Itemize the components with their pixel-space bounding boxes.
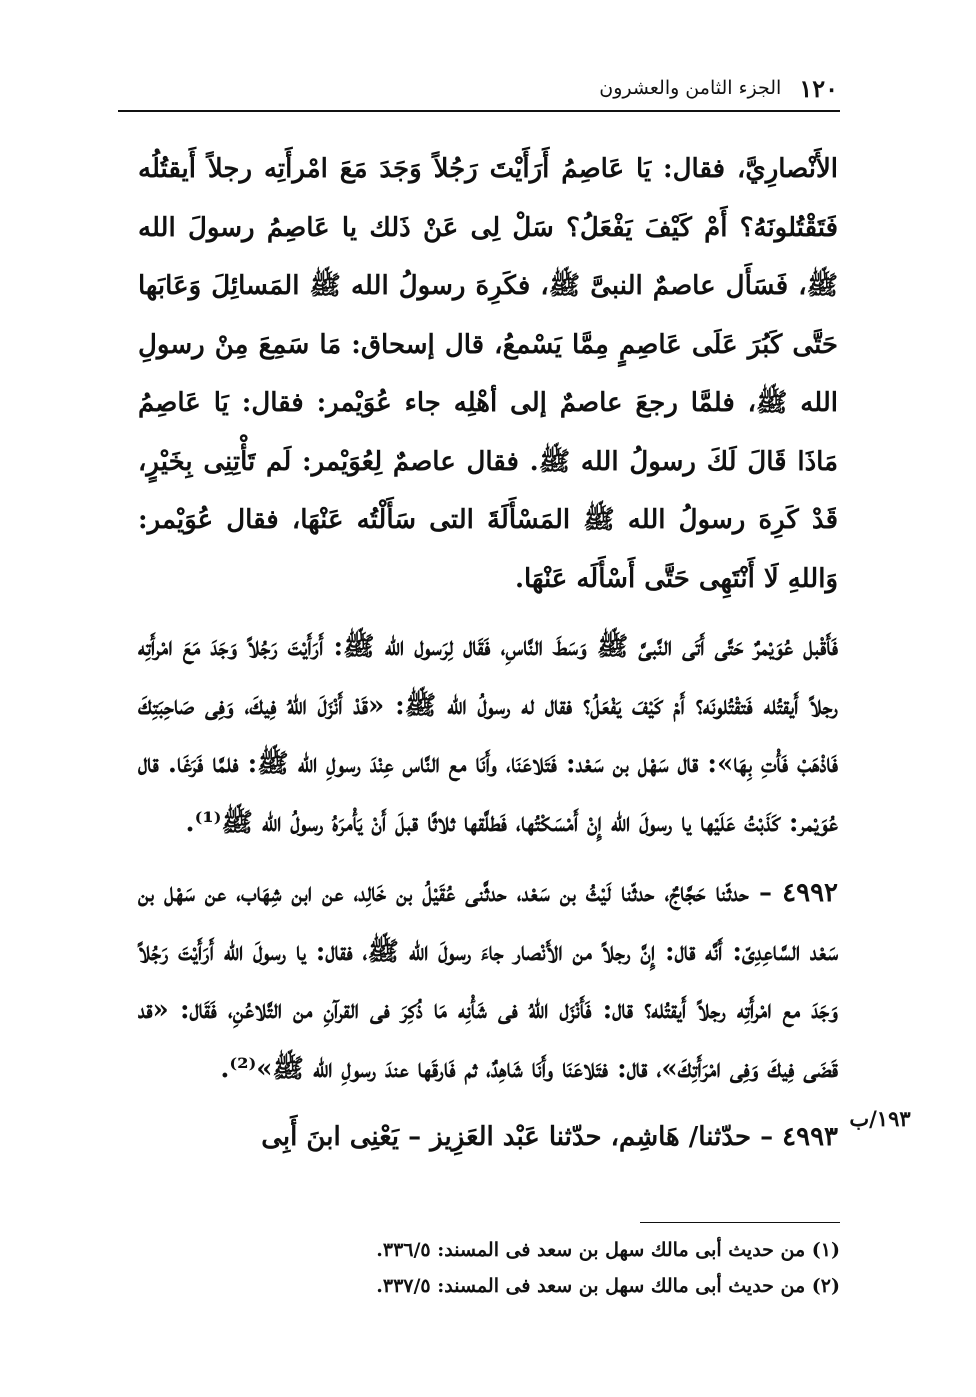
paragraph-hadith-4993: ٤٩٩٣ – حدّثنا/ هَاشِم، حدّثنا عَبْد العَزِيز – يَعْنِى ابنَ أَبِى xyxy=(261,1122,838,1152)
running-title: الجزء الثامن والعشرون xyxy=(599,77,782,99)
footnote-2: (٢) من حديث أبى مالك سهل بن سعد فى المسند: ٣٣٧/٥. xyxy=(376,1275,840,1297)
footnote-rule xyxy=(640,1222,840,1223)
page-header xyxy=(118,68,838,108)
paragraph-hadith-4992: ٤٩٩٢ – حدثّنا حَجَّاجٌ، حدثّنا لَيْثُ بن سَعْد، حدثَّنى عُقَيْلُ بن خَالِد، عن ابن شِهَاب، عن سَهْل بن سَعْد السَّاعِدِىّ: أَنَّه قال: إِنَّ رجلاً من الأَنْصار جاءَ رسولَ الله ﷺ، فقال: يا رسولَ الله أَرَأَيْتَ رَجُلاً وَجَدَ مع امْرأَتِه رجلاً أَيقتُله؟ قال: فَأَنْزَل اللهُ فى شَأْنِه مَا ذُكِرَ فى القرآنِ من التَّلاعُنِ، فَقَال: «قد قَضَى فِيكَ وَفِى امْرَأَتِكَ»، قال: فتَلاعَنَا وأَنَا شَاهِدٌ، ثم فَارقَها عندَ رسولِ الله ﷺ»⁽²⁾. xyxy=(138,878,838,1084)
manuscript-folio-note: ١٩٣/ب xyxy=(849,1106,911,1131)
footnotes xyxy=(260,1232,840,1304)
footnote-1: (١) من حديث أبى مالك سهل بن سعد فى المسند: ٣٣٦/٥. xyxy=(376,1239,840,1261)
header-rule xyxy=(118,110,840,112)
page-number: ١٢٠ xyxy=(799,73,838,103)
paragraph-hadith-continuation: الأَنْصارِيَّ، فقال: يَا عَاصِمُ أَرَأَيْتَ رَجُلاً وَجَدَ مَعَ امْرأَتِه رجلاً أَيقتُلُه فَتَقْتُلونَهُ؟ أَمْ كَيْفَ يَفْعَلُ؟ سَلْ لِى عَنْ ذَلك يا عَاصِمُ رسولَ الله ﷺ، فَسَأَل عاصمٌ النبىَّ ﷺ، فكَرِهَ رسولُ الله ﷺ المَسائِلَ وَعَابَها حَتَّى كَبُرَ عَلَى عَاصِمٍ مِمَّا يَسْمعُ، قال إسحاق: مَا سَمِعَ مِنْ رسولِ الله ﷺ، فلمَّا رجعَ عاصمٌ إلى أهْلِه جاء عُوَيْمر: فقال: يَا عَاصِمُ مَاذَا قَالَ لَكَ رسولُ الله ﷺ. فقال عاصمٌ لِعُوَيْمر: لَم تَأْتِنِى بِخَيْرٍ، قَدْ كَرِهَ رسولُ الله ﷺ المَسْأَلَةَ التى سَأَلْتُه عَنْهَا، فقال عُوَيْمر: وَاللهِ لَا أَنْتَهِى حَتَّى أَسْأَلَه عَنْهَا. xyxy=(138,154,838,594)
main-text xyxy=(138,140,838,1177)
paragraph-lian: فَأَقْبل عُوَيْمرٌ حَتَّى أَتَى النَّبىَّ ﷺ وَسَطَ النَّاسِ، فَقَال لِرَسول الله ﷺ: أَرَأَيْتَ رَجُلاً وَجَدَ مَعَ امْرأَتِه رجلاً أَيقتُله فَتقْتُلونَه؟ أَمْ كَيْفَ يَفْعَلُ؟ فقال له رسولُ الله ﷺ: «قَدْ أَنْزَلَ اللهُ فِيكَ، وَفِى صَاحِبَتِكَ فَاذْهَبْ فَأْتِ بِهَا»: قال سَهْل بن سَعْد: فَتَلاعَنَا، وأَنَا مع النَّاس عِنْدَ رسولِ الله ﷺ: فلمَّا فَرَغَا. قال عُوَيْمر: كَذَبْتُ عَلَيْها يا رسولَ الله إِنْ أَمْسَكْتُها، فَطلَّقها ثلاثًا قبلَ أَنْ يَأْمرَهُ رسولُ الله ﷺ⁽¹⁾. xyxy=(138,632,838,838)
